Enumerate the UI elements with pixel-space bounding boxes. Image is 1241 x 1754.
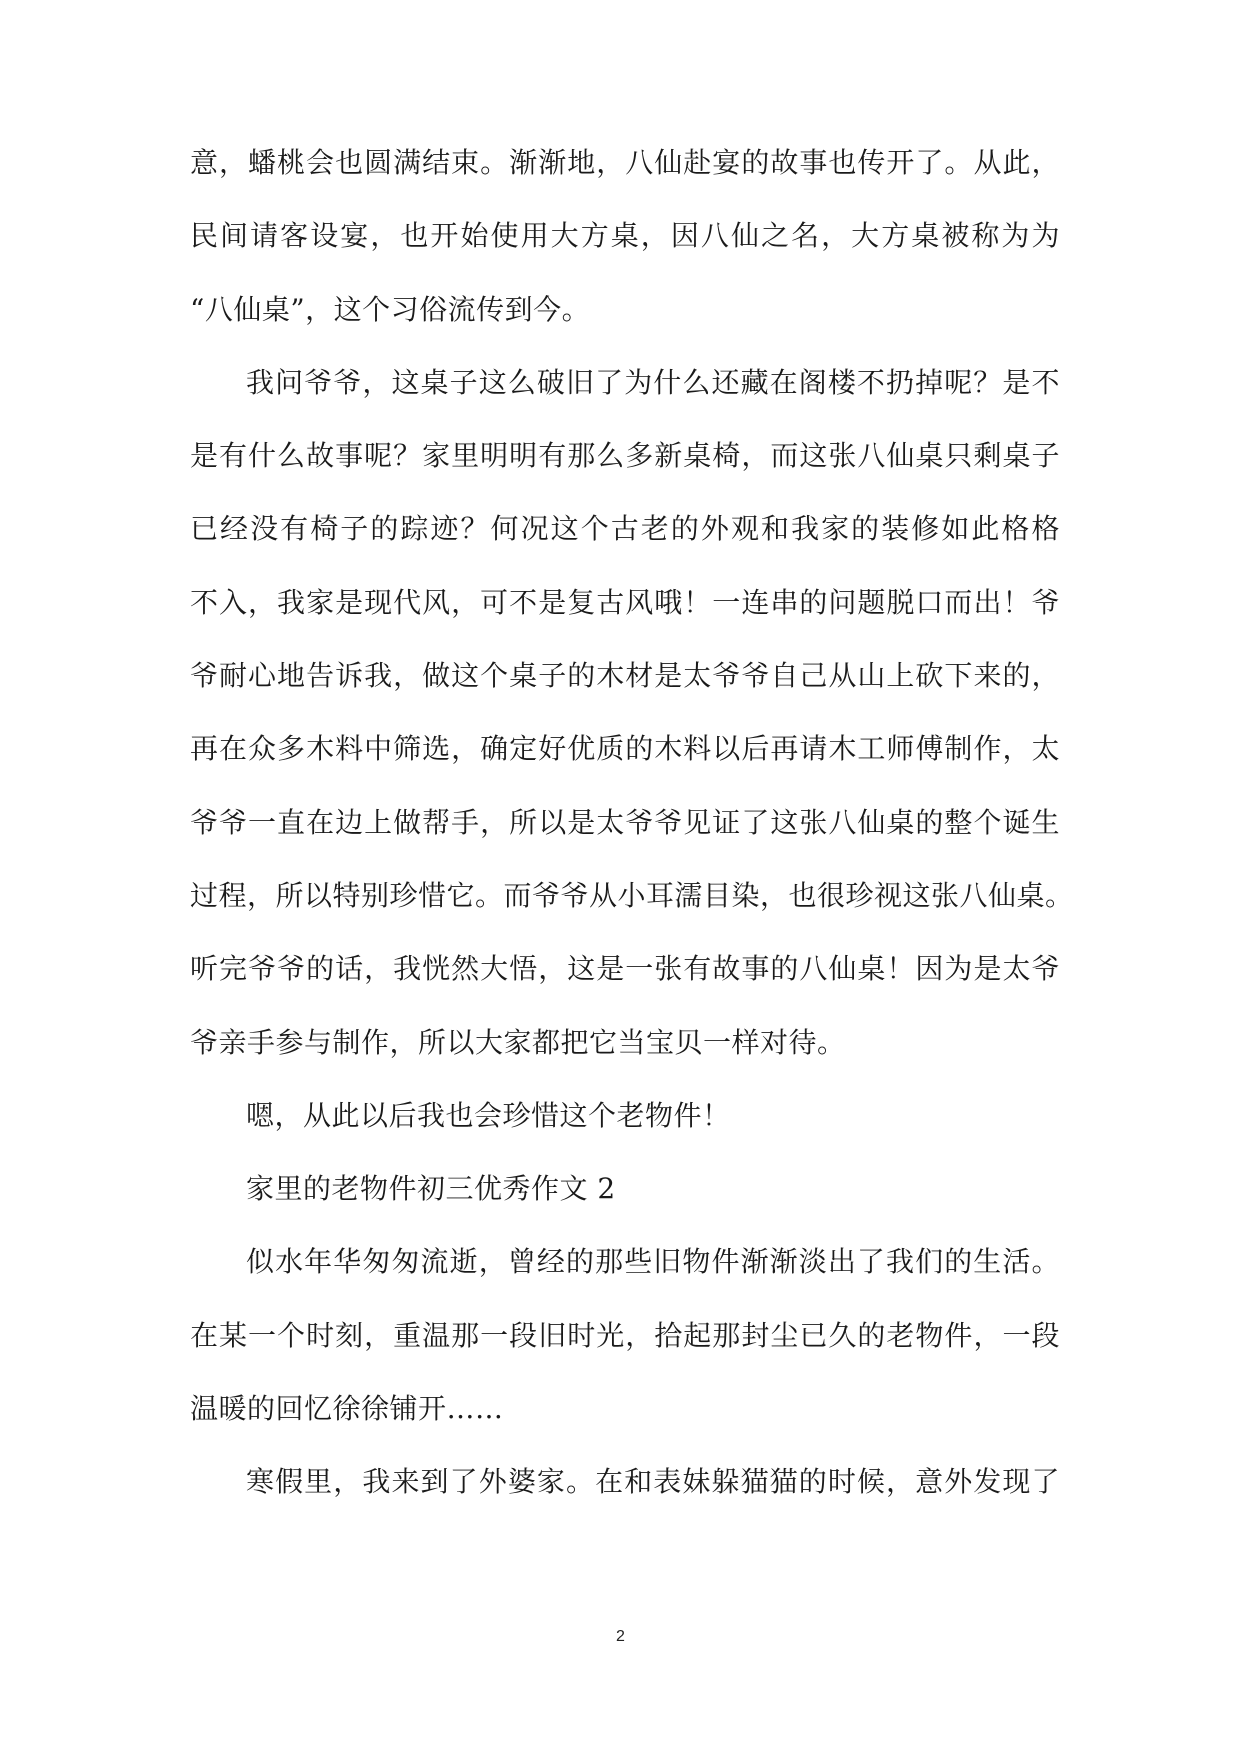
text-line: 爷耐心地告诉我，做这个桌子的木材是太爷爷自己从山上砍下来的，	[190, 659, 1060, 693]
paragraph-start-line: 我问爷爷，这桌子这么破旧了为什么还藏在阁楼不扔掉呢？是不	[246, 365, 1060, 399]
paragraph-start-line: 寒假里，我来到了外婆家。在和表妹躲猫猫的时候，意外发现了	[246, 1465, 1060, 1499]
text-line: “八仙桌”，这个习俗流传到今。	[190, 292, 591, 326]
text-line: 再在众多木料中筛选，确定好优质的木料以后再请木工师傅制作，太	[190, 732, 1060, 766]
text-line: 民间请客设宴，也开始使用大方桌，因八仙之名，大方桌被称为为	[190, 219, 1060, 253]
text-line: 过程，所以特别珍惜它。而爷爷从小耳濡目染，也很珍视这张八仙桌。	[190, 878, 1074, 912]
text-line: 已经没有椅子的踪迹？何况这个古老的外观和我家的装修如此格格	[190, 512, 1060, 546]
text-line: 是有什么故事呢？家里明明有那么多新桌椅，而这张八仙桌只剩桌子	[190, 439, 1060, 473]
text-line: 温暖的回忆徐徐铺开……	[190, 1392, 504, 1426]
text-line: 在某一个时刻，重温那一段旧时光，拾起那封尘已久的老物件，一段	[190, 1318, 1060, 1352]
text-line: 不入，我家是现代风，可不是复古风哦！一连串的问题脱口而出！爷	[190, 585, 1060, 619]
paragraph-start-line: 似水年华匆匆流逝，曾经的那些旧物件渐渐淡出了我们的生活。	[246, 1245, 1060, 1279]
text-line: 爷亲手参与制作，所以大家都把它当宝贝一样对待。	[190, 1025, 846, 1059]
text-line: 爷爷一直在边上做帮手，所以是太爷爷见证了这张八仙桌的整个诞生	[190, 805, 1060, 839]
text-line: 意，蟠桃会也圆满结束。渐渐地，八仙赴宴的故事也传开了。从此，	[190, 146, 1060, 179]
section-heading: 家里的老物件初三优秀作文 2	[246, 1172, 616, 1206]
text-line: 听完爷爷的话，我恍然大悟，这是一张有故事的八仙桌！因为是太爷	[190, 952, 1060, 986]
page-number: 2	[616, 1628, 625, 1645]
paragraph-start-line: 嗯，从此以后我也会珍惜这个老物件！	[246, 1098, 731, 1132]
body-text	[190, 126, 1074, 1519]
